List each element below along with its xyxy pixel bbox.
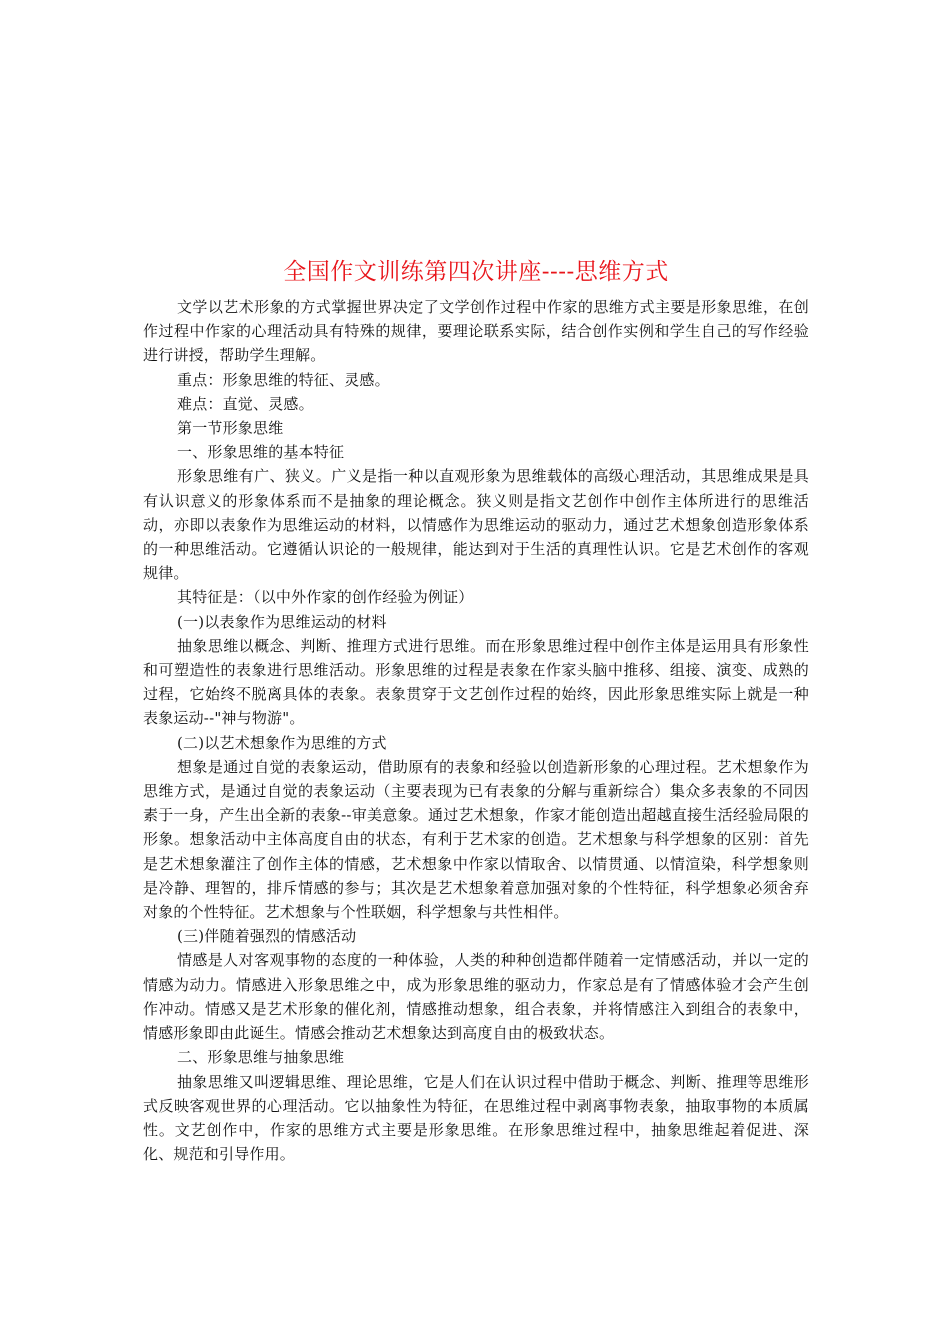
paragraph-feature-2: 想象是通过自觉的表象运动，借助原有的表象和经验以创造新形象的心理过程。艺术想象作为思维方式，是通过自觉的表象运动（主要表现为已有表象的分解与重新综合）集众多表象的不同因素于一身，产生出全新的表象--审美意象。通过艺术想象，作家才能创造出超越直接生活经验局限的形象。想象活动中主体高度自由的状态，有利于艺术家的创造。艺术想象与科学想象的区别：首先是艺术想象灌注了创作主体的情感，艺术想象中作家以情取舍、以情贯通、以情渲染，科学想象则是冷静、理智的，排斥情感的参与；其次是艺术想象着意加强对象的个性特征，科学想象必须舍弃对象的个性特征。艺术想象与个性联姻，科学想象与共性相伴。	[143, 757, 809, 922]
document-title: 全国作文训练第四次讲座----思维方式	[283, 259, 669, 285]
feature-heading-3: (三)伴随着强烈的情感活动	[177, 927, 357, 946]
paragraph-difficulties: 难点：直觉、灵感。	[177, 394, 314, 413]
subsection-heading-2: 二、形象思维与抽象思维	[177, 1048, 345, 1067]
section-heading-1: 第一节形象思维	[177, 419, 284, 438]
feature-heading-2: (二)以艺术想象作为思维的方式	[177, 733, 387, 752]
document-page	[143, 255, 809, 1166]
paragraph-features-intro: 其特征是：（以中外作家的创作经验为例证）	[177, 588, 474, 607]
paragraph-feature-3: 情感是人对客观事物的态度的一种体验，人类的种种创造都伴随着一定情感活动，并以一定的情感为动力。情感进入形象思维之中，成为形象思维的驱动力，作家总是有了情感体验才会产生创作冲动。情感又是艺术形象的催化剂，情感推动想象，组合表象，并将情感注入到组合的表象中，情感形象即由此诞生。情感会推动艺术想象达到高度自由的极致状态。	[143, 951, 809, 1043]
feature-heading-1: (一)以表象作为思维运动的材料	[177, 612, 387, 631]
paragraph-abstract-thinking: 抽象思维又叫逻辑思维、理论思维，它是人们在认识过程中借助于概念、判断、推理等思维形式反映客观世界的心理活动。它以抽象性为特征，在思维过程中剥离事物表象，抽取事物的本质属性。文艺创作中，作家的思维方式主要是形象思维。在形象思维过程中，抽象思维起着促进、深化、规范和引导作用。	[143, 1072, 809, 1164]
paragraph-key-points: 重点：形象思维的特征、灵感。	[177, 370, 390, 389]
subsection-heading-1: 一、形象思维的基本特征	[177, 443, 345, 462]
paragraph-feature-1: 抽象思维以概念、判断、推理方式进行思维。而在形象思维过程中创作主体是运用具有形象性和可塑造性的表象进行思维活动。形象思维的过程是表象在作家头脑中推移、组接、演变、成熟的过程，它始终不脱离具体的表象。表象贯穿于文艺创作过程的始终，因此形象思维实际上就是一种表象运动--"神与物游"。	[143, 636, 809, 728]
paragraph-intro: 文学以艺术形象的方式掌握世界决定了文学创作过程中作家的思维方式主要是形象思维，在创作过程中作家的心理活动具有特殊的规律，要理论联系实际，结合创作实例和学生自己的写作经验进行讲授，帮助学生理解。	[143, 298, 809, 365]
paragraph-definition: 形象思维有广、狭义。广义是指一种以直观形象为思维载体的高级心理活动，其思维成果是具有认识意义的形象体系而不是抽象的理论概念。狭义则是指文艺创作中创作主体所进行的思维活动，亦即以表象作为思维运动的材料，以情感作为思维运动的驱动力，通过艺术想象创造形象体系的一种思维活动。它遵循认识论的一般规律，能达到对于生活的真理性认识。它是艺术创作的客观规律。	[143, 467, 809, 583]
